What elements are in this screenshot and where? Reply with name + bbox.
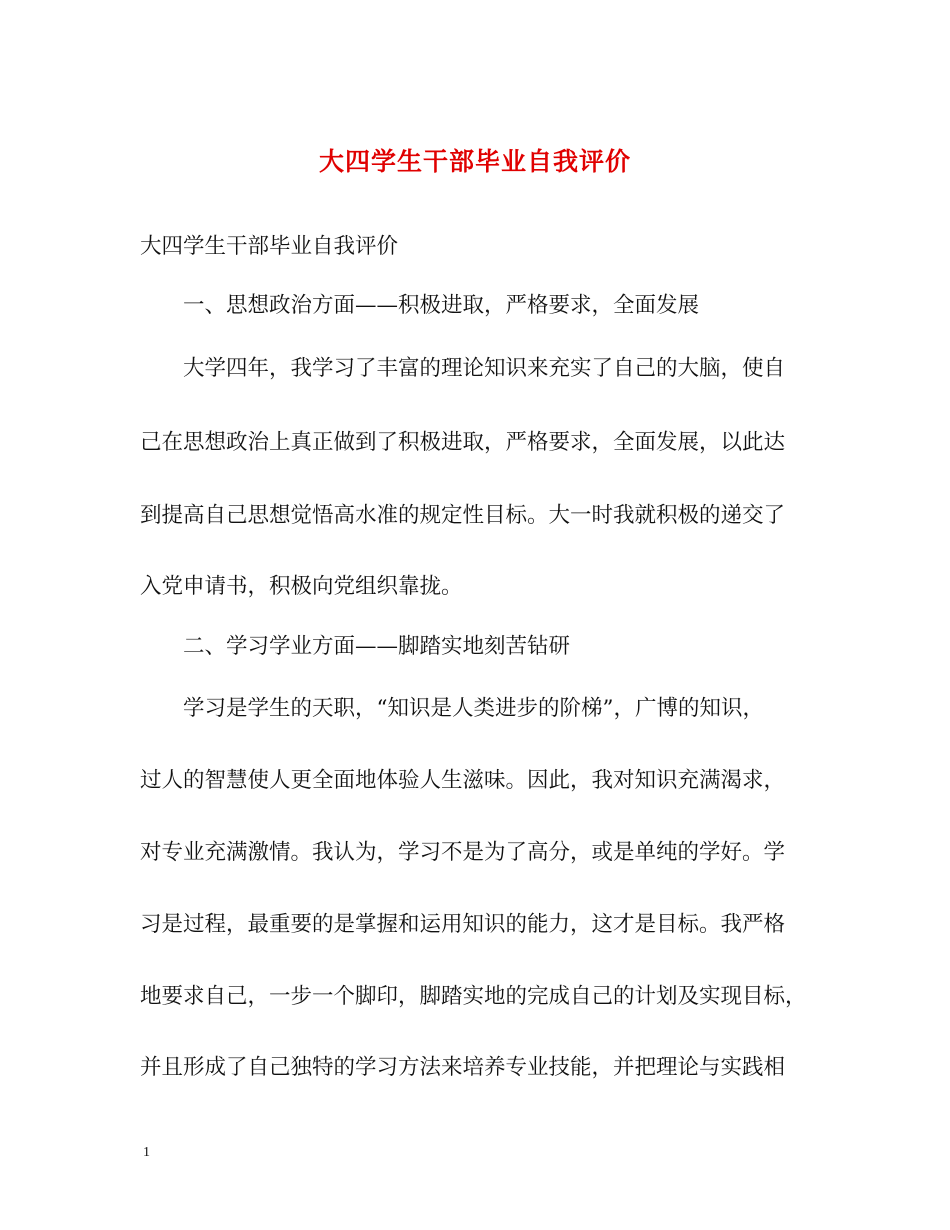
document-title: 大四学生干部毕业自我评价 — [318, 147, 631, 176]
paragraph-line: 对专业充满激情。我认为，学习不是为了高分，或是单纯的学好。学 — [140, 840, 786, 865]
paragraph-line: 习是过程，最重要的是掌握和运用知识的能力，这才是目标。我严格 — [140, 912, 786, 937]
paragraph-line: 并且形成了自己独特的学习方法来培养专业技能，并把理论与实践相 — [140, 1055, 786, 1080]
text-line-heading: 大四学生干部毕业自我评价 — [140, 234, 399, 259]
paragraph-line: 过人的智慧使人更全面地体验人生滋味。因此，我对知识充满渴求， — [140, 768, 786, 793]
section-heading-1: 一、思想政治方面——积极进取，严格要求，全面发展 — [183, 293, 700, 318]
page-number: 1 — [143, 1145, 150, 1160]
paragraph-line: 大学四年，我学习了丰富的理论知识来充实了自己的大脑，使自 — [183, 356, 786, 381]
paragraph-line: 入党申请书，积极向党组织靠拢。 — [140, 574, 463, 599]
paragraph-line: 己在思想政治上真正做到了积极进取，严格要求，全面发展，以此达 — [140, 430, 786, 455]
section-heading-2: 二、学习学业方面——脚踏实地刻苦钻研 — [183, 634, 571, 659]
paragraph-line: 地要求自己，一步一个脚印，脚踏实地的完成自己的计划及实现目标， — [140, 984, 807, 1009]
paragraph-line: 学习是学生的天职，“知识是人类进步的阶梯”，广博的知识， — [183, 696, 764, 721]
paragraph-line: 到提高自己思想觉悟高水准的规定性目标。大一时我就积极的递交了 — [140, 503, 786, 528]
